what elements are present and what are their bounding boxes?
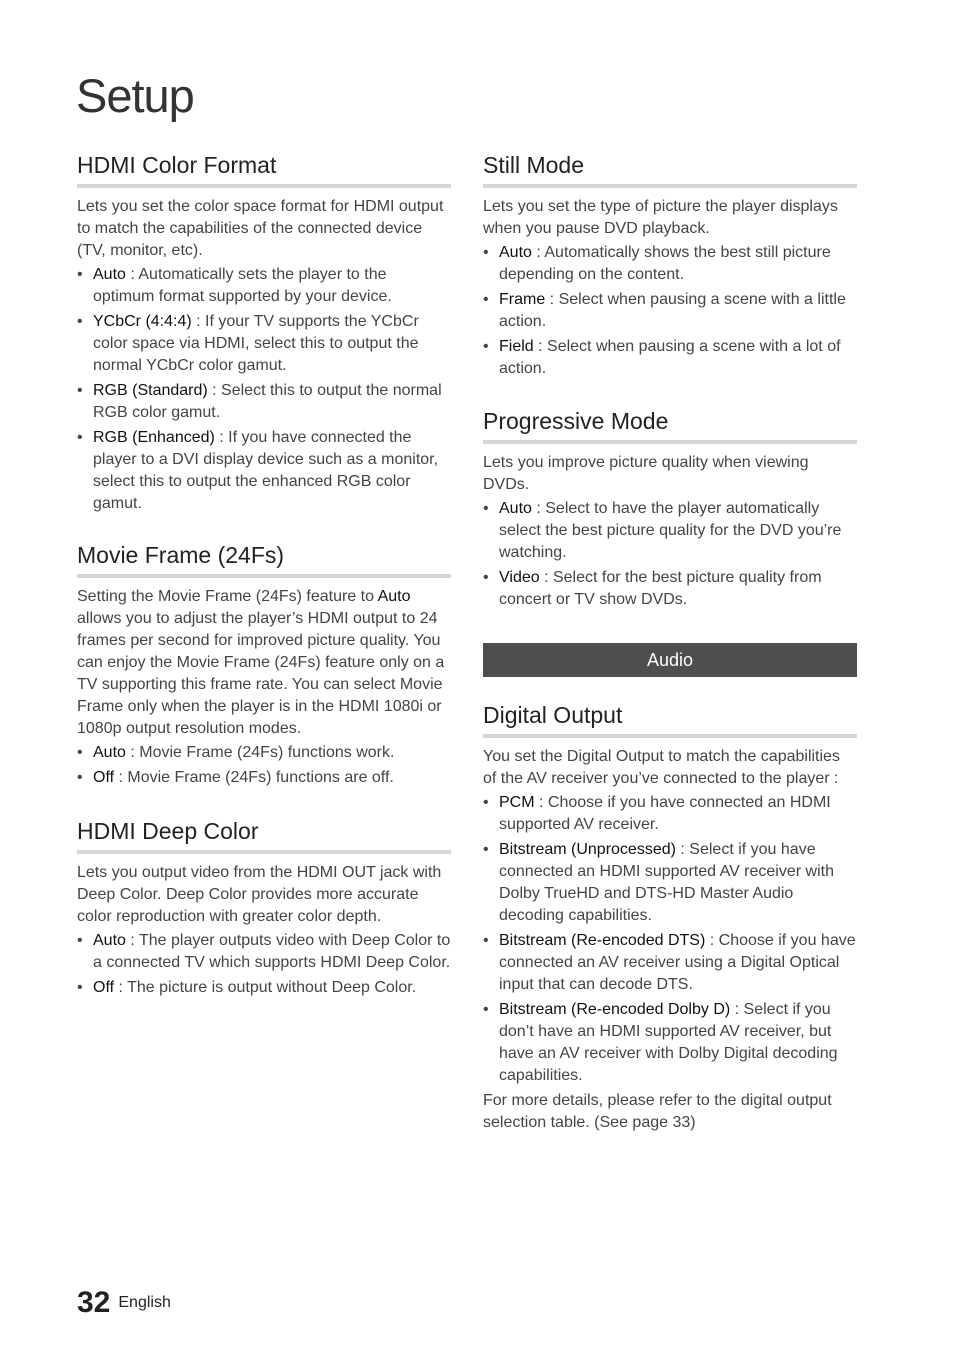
option-desc: : Select when pausing a scene with a little action. (499, 291, 846, 331)
page-number: 32 (77, 1286, 111, 1319)
intro-text-b: allows you to adjust the player’s HDMI output to 24 frames per second for improved picture quality. You can enjoy the Movie Frame (24Fs) feature only on a TV supporting this frame rate. You can select Movie Frame only when the player is in the HDMI 1080i or 1080p output resolution modes. (77, 610, 445, 738)
section-title: HDMI Color Format (77, 152, 451, 188)
list-item (483, 567, 857, 611)
option-term: Field (499, 338, 534, 356)
option-desc: : Choose if you have connected an AV receiver using a Digital Optical input that can decode DTS. (499, 932, 856, 994)
section-intro: Lets you set the type of picture the player displays when you pause DVD playback. (483, 198, 838, 238)
option-desc: : If your TV supports the YCbCr color space via HDMI, select this to output the normal YCbCr color gamut. (93, 313, 419, 375)
option-term: Video (499, 569, 540, 587)
list-item (77, 311, 451, 377)
option-term: Auto (499, 244, 532, 262)
section-digital-output (483, 702, 857, 1134)
option-list (77, 930, 451, 999)
list-item (483, 289, 857, 333)
list-item (483, 792, 857, 836)
option-desc: : Select if you have connected an HDMI supported AV receiver with Dolby TrueHD and DTS-HD Master Audio decoding capabilities. (499, 841, 834, 925)
option-term: Bitstream (Unprocessed) (499, 841, 676, 859)
option-list (77, 742, 451, 789)
option-desc: : The picture is output without Deep Color. (114, 979, 417, 997)
option-term: Auto (93, 266, 126, 284)
audio-section-bar: Audio (483, 643, 857, 677)
list-item (77, 264, 451, 308)
option-term: RGB (Enhanced) (93, 429, 215, 447)
option-term: Auto (93, 932, 126, 950)
option-desc: : If you have connected the player to a DVI display device such as a monitor, select this to output the enhanced RGB color gamut. (93, 429, 439, 513)
list-item (483, 498, 857, 564)
option-term: Auto (499, 500, 532, 518)
section-outro: For more details, please refer to the digital output selection table. (See page 33) (483, 1092, 832, 1132)
list-item (483, 839, 857, 927)
footer-language: English (118, 1294, 171, 1311)
list-item (77, 427, 451, 515)
intro-term: Auto (377, 588, 411, 606)
list-item (77, 380, 451, 424)
section-title: HDMI Deep Color (77, 818, 451, 854)
option-desc: : Movie Frame (24Fs) functions are off. (114, 769, 394, 787)
option-term: Frame (499, 291, 546, 309)
section-progressive-mode (483, 408, 857, 614)
list-item (77, 767, 451, 789)
section-still-mode (483, 152, 857, 383)
section-intro (77, 586, 451, 740)
list-item (483, 242, 857, 286)
page-footer (77, 1286, 171, 1320)
option-list (483, 242, 857, 380)
section-hdmi-deep-color (77, 818, 451, 1002)
option-desc: : Automatically sets the player to the optimum format supported by your device. (93, 266, 392, 306)
option-term: Off (93, 769, 115, 787)
option-desc: : Select to have the player automatically select the best picture quality for the DVD you’re watching. (499, 500, 842, 562)
section-title: Digital Output (483, 702, 857, 738)
option-desc: : Select this to output the normal RGB color gamut. (93, 382, 442, 422)
option-term: RGB (Standard) (93, 382, 208, 400)
section-title: Movie Frame (24Fs) (77, 542, 451, 578)
section-title: Still Mode (483, 152, 857, 188)
option-desc: : Choose if you have connected an HDMI supported AV receiver. (499, 794, 831, 834)
list-item (77, 930, 451, 974)
option-list (77, 264, 451, 515)
list-item (77, 977, 451, 999)
option-term: Bitstream (Re-encoded DTS) (499, 932, 706, 950)
section-title: Progressive Mode (483, 408, 857, 444)
option-desc: : Select if you don’t have an HDMI supported AV receiver, but have an AV receiver with Dolby Digital decoding capabilities. (499, 1001, 838, 1085)
list-item (483, 999, 857, 1087)
section-intro: Lets you output video from the HDMI OUT jack with Deep Color. Deep Color provides more accurate color reproduction with greater color depth. (77, 864, 442, 926)
section-movie-frame (77, 542, 451, 792)
list-item (77, 742, 451, 764)
section-intro: You set the Digital Output to match the capabilities of the AV receiver you’ve connected to the player : (483, 748, 840, 788)
option-desc: : Automatically shows the best still picture depending on the content. (499, 244, 831, 284)
option-term: Off (93, 979, 115, 997)
option-term: Auto (93, 744, 126, 762)
option-desc: : Movie Frame (24Fs) functions work. (125, 744, 395, 762)
section-intro: Lets you set the color space format for HDMI output to match the capabilities of the connected device (TV, monitor, etc). (77, 198, 444, 260)
option-desc: : Select when pausing a scene with a lot of action. (499, 338, 841, 378)
intro-text-a: Setting the Movie Frame (24Fs) feature to (77, 588, 378, 606)
option-list (483, 792, 857, 1087)
section-intro: Lets you improve picture quality when viewing DVDs. (483, 454, 809, 494)
option-term: Bitstream (Re-encoded Dolby D) (499, 1001, 731, 1019)
list-item (483, 336, 857, 380)
option-list (483, 498, 857, 611)
option-desc: : Select for the best picture quality from concert or TV show DVDs. (499, 569, 822, 609)
option-desc: : The player outputs video with Deep Color to a connected TV which supports HDMI Deep Color. (93, 932, 451, 972)
list-item (483, 930, 857, 996)
page-title: Setup (76, 69, 194, 122)
section-hdmi-color-format (77, 152, 451, 518)
option-term: PCM (499, 794, 535, 812)
option-term: YCbCr (4:4:4) (93, 313, 192, 331)
